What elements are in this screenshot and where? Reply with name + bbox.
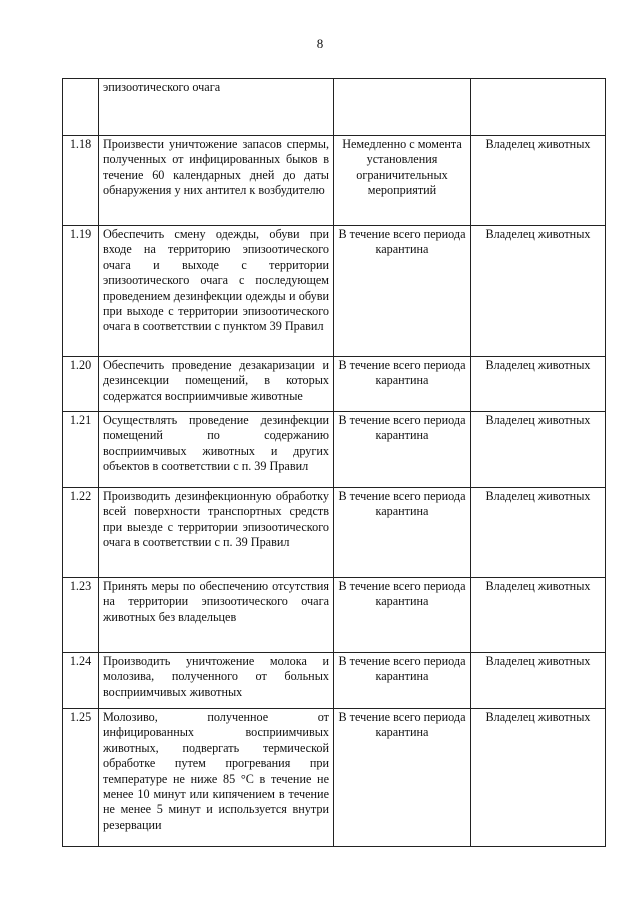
- action-cell: Производить уничтожение молока и молозива, полученного от больных восприимчивых животных: [99, 653, 334, 709]
- action-cell: Производить дезинфекционную обработку всей поверхности транспортных средств при выезде с территории эпизоотического очага в соответствии с п. 39 Правил: [99, 488, 334, 578]
- responsible-cell: Владелец животных: [471, 709, 606, 847]
- row-number: 1.20: [63, 357, 99, 412]
- row-number: 1.22: [63, 488, 99, 578]
- table-row: [63, 578, 606, 653]
- action-cell: Обеспечить смену одежды, обуви при входе на территорию эпизоотического очага и выходе с территории эпизоотического очага с последующем проведением дезинфекции одежды и обуви при выходе с территории эпизоотического очага в соответствии с пунктом 39 Правил: [99, 226, 334, 357]
- table-row: [63, 412, 606, 488]
- action-cell: Принять меры по обеспечению отсутствия на территории эпизоотического очага животных без владельцев: [99, 578, 334, 653]
- table-row: [63, 488, 606, 578]
- row-number: 1.21: [63, 412, 99, 488]
- row-number: 1.19: [63, 226, 99, 357]
- term-cell: В течение всего периода карантина: [334, 653, 471, 709]
- table-row: [63, 709, 606, 847]
- action-cell: Произвести уничтожение запасов спермы, полученных от инфицированных быков в течение 60 календарных дней до даты обнаружения у них антител к возбудителю: [99, 136, 334, 226]
- term-cell: В течение всего периода карантина: [334, 412, 471, 488]
- responsible-cell: Владелец животных: [471, 412, 606, 488]
- action-cell: Обеспечить проведение дезакаризации и дезинсекции помещений, в которых содержатся восприимчивые животные: [99, 357, 334, 412]
- measures-table: [62, 78, 606, 847]
- table-row: [63, 357, 606, 412]
- action-cell: Осуществлять проведение дезинфекции помещений по содержанию восприимчивых животных и других объектов в соответствии с п. 39 Правил: [99, 412, 334, 488]
- row-number: 1.24: [63, 653, 99, 709]
- action-cell: Молозиво, полученное от инфицированных восприимчивых животных, подвергать термической обработке путем прогревания при температуре не ниже 85 °С в течение не менее 10 минут или кипячением в течение не менее 5 минут и используется внутри резервации: [99, 709, 334, 847]
- row-number: 1.18: [63, 136, 99, 226]
- term-cell: В течение всего периода карантина: [334, 488, 471, 578]
- action-cell: эпизоотического очага: [99, 79, 334, 136]
- term-cell: [334, 79, 471, 136]
- page-number: 8: [316, 36, 324, 51]
- row-number: 1.25: [63, 709, 99, 847]
- responsible-cell: Владелец животных: [471, 226, 606, 357]
- responsible-cell: Владелец животных: [471, 578, 606, 653]
- term-cell: В течение всего периода карантина: [334, 709, 471, 847]
- term-cell: Немедленно с момента установления ограничительных мероприятий: [334, 136, 471, 226]
- table-row: [63, 79, 606, 136]
- responsible-cell: Владелец животных: [471, 653, 606, 709]
- term-cell: В течение всего периода карантина: [334, 226, 471, 357]
- table-row: [63, 653, 606, 709]
- responsible-cell: [471, 79, 606, 136]
- term-cell: В течение всего периода карантина: [334, 357, 471, 412]
- table-row: [63, 226, 606, 357]
- table-row: [63, 136, 606, 226]
- responsible-cell: Владелец животных: [471, 357, 606, 412]
- responsible-cell: Владелец животных: [471, 136, 606, 226]
- row-number: [63, 79, 99, 136]
- row-number: 1.23: [63, 578, 99, 653]
- responsible-cell: Владелец животных: [471, 488, 606, 578]
- term-cell: В течение всего периода карантина: [334, 578, 471, 653]
